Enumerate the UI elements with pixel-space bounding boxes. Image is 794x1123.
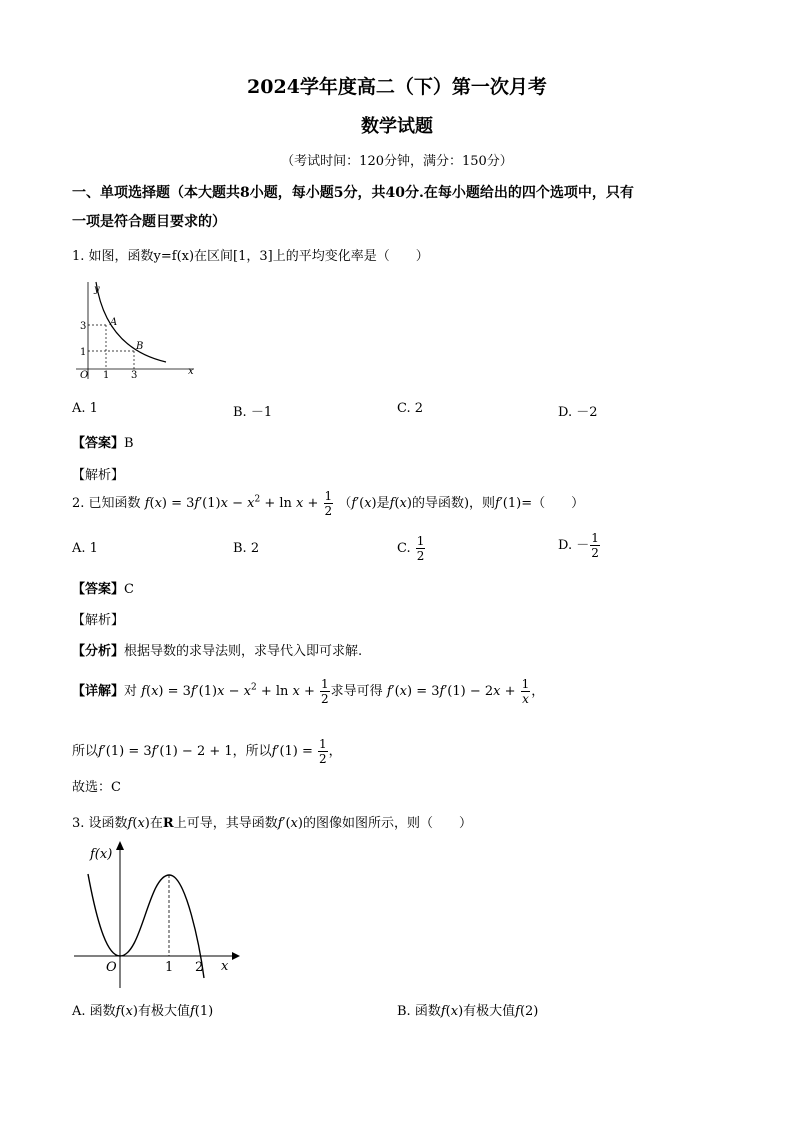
q2-detail-label: 【详解】 [72, 684, 125, 699]
q1-tick-y-3: 3 [80, 321, 87, 332]
q3-origin: O [106, 960, 117, 975]
q3-x-arrow [232, 952, 240, 960]
q1-option-c[interactable]: C. 2 [397, 401, 424, 416]
q2-choose: 故选：C [72, 780, 121, 795]
q1-analysis-label: 【解析】 [72, 468, 125, 483]
q1-answer [72, 432, 134, 451]
question-3-stem: 3. 设函数f(x)在R上可导，其导函数f′(x)的图像如图所示，则（ ） [72, 816, 472, 831]
q2-option-a[interactable]: A. 1 [72, 541, 98, 556]
q2-fenxi-label: 【分析】 [72, 644, 125, 659]
q2-num: 2. 已知函数 [72, 496, 141, 511]
exam-info: （考试时间：120分钟，满分：150分） [281, 154, 513, 169]
q3-y-arrow [116, 841, 124, 850]
q1-answer-label: 【答案】 [72, 436, 125, 451]
q1-tick-y-1: 1 [80, 347, 87, 358]
q3-option-b[interactable]: B. 函数f(x)有极大值f(2) [397, 1004, 539, 1019]
section-heading-line1: 一、单项选择题（本大题共8小题，每小题5分，共40分.在每小题给出的四个选项中，只有 [72, 185, 634, 201]
q1-tick-x-3: 3 [131, 370, 138, 381]
question-1-stem: 1. 如图，函数y=f(x)在区间[1，3]上的平均变化率是（ ） [72, 249, 429, 264]
q2-answer-label: 【答案】 [72, 582, 125, 597]
q2-stem-mid2: 是 [376, 496, 390, 511]
q1-y-label: y [94, 284, 100, 295]
q2-option-b[interactable]: B. 2 [233, 541, 260, 556]
exam-subtitle: 数学试题 [361, 116, 433, 137]
q2-option-d[interactable]: D. － $\frac{1}{2}$ [558, 531, 599, 560]
q1-point-a: A [110, 317, 118, 328]
q2-fenxi-text: 根据导数的求导法则，求导代入即可求解. [124, 644, 363, 659]
section-heading-line2: 一项是符合题目要求的） [72, 214, 226, 230]
q1-tick-x-1: 1 [103, 370, 110, 381]
q2-detail: 【详解】对 $f(x) = 3f'(1)x - x^2 + \ln x$ + $\frac{1}{2}$ 求导可得 f′(x) = 3f′(1) − 2x + $\frac{1}{x}$ ， [72, 677, 545, 706]
q1-option-b[interactable]: B. －1 [233, 405, 273, 420]
q3-option-a[interactable]: A. 函数f(x)有极大值f(1) [72, 1004, 214, 1019]
q1-option-d[interactable]: D. －2 [558, 405, 598, 420]
question-3-graph [70, 838, 240, 990]
q2-so: 所以f′(1) = 3f′(1) − 2 + 1，所以f′(1) = $\frac{1}{2}$ ， [72, 737, 342, 766]
question-2-stem: 2. 已知函数 $f(x) = 3f'(1)x - x^2 + \ln x$ + $\frac{1}{2}$ （f′(x)是f(x)的导函数)，则f′(1)=（ ） [72, 489, 585, 518]
q2-stem-end: =（ ） [521, 496, 585, 511]
exam-title: 2024学年度高二（下）第一次月考 [247, 76, 547, 98]
q1-x-label: x [188, 366, 194, 377]
q2-analysis-label: 【解析】 [72, 613, 125, 628]
q2-answer-value: C [124, 582, 134, 597]
q3-tick-2: 2 [195, 960, 204, 975]
q2-fenxi [72, 640, 362, 659]
q1-option-a[interactable]: A. 1 [72, 401, 98, 416]
q1-point-b: B [136, 341, 144, 352]
q3-x-label: x [221, 959, 229, 974]
q1-curve [96, 282, 166, 362]
q1-answer-value: B [124, 436, 134, 451]
q2-answer [72, 578, 134, 597]
question-1-graph [70, 278, 200, 384]
q1-origin: O [80, 370, 89, 381]
q3-y-label: f(x) [90, 847, 113, 862]
q2-option-c[interactable]: C. $\frac{1}{2}$ [397, 534, 425, 563]
q3-tick-1: 1 [165, 960, 174, 975]
q2-stem-mid3: 的导函数)，则 [411, 496, 496, 511]
q2-stem-mid: （ [338, 496, 352, 511]
